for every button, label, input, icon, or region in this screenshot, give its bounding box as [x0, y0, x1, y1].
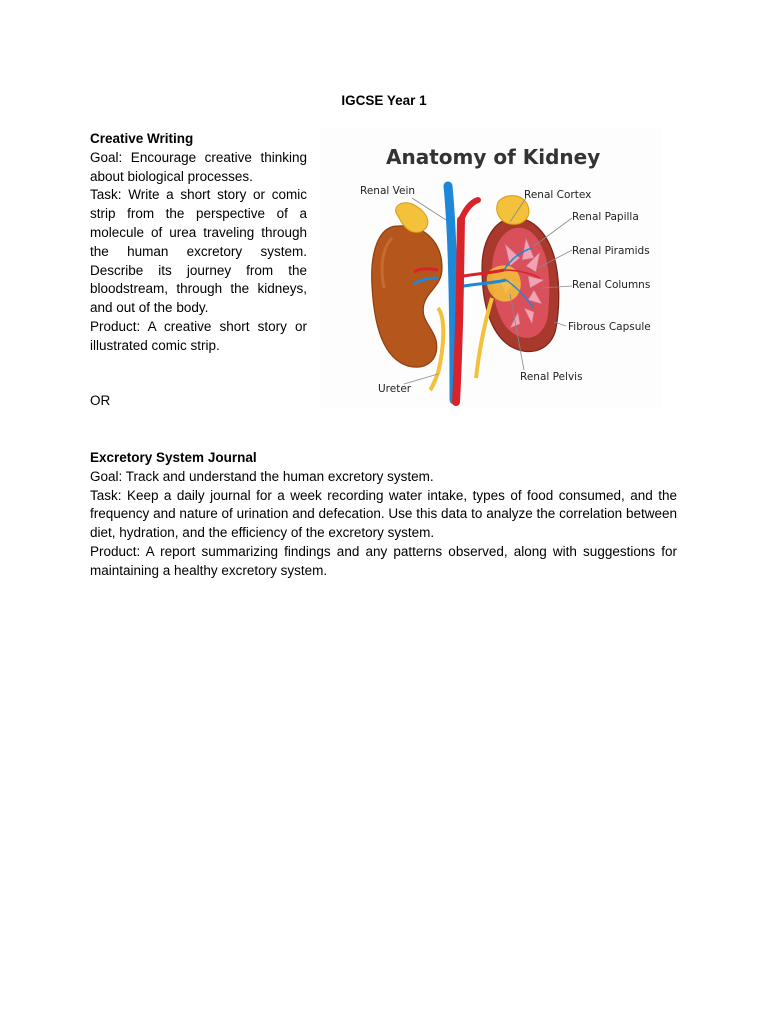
kidney-diagram: [320, 128, 662, 408]
page-title: IGCSE Year 1: [341, 93, 427, 108]
creative-writing-task: Task: Write a short story or comic strip from the perspective of a molecule of urea traveling through the human excretory system. Describe its journey from the bloodstream, through the kidneys, and out of the body.: [90, 187, 307, 316]
creative-writing-section: [90, 130, 307, 356]
creative-writing-heading: Creative Writing: [90, 131, 194, 146]
journal-task: Task: Keep a daily journal for a week recording water intake, types of food consumed, and the frequency and nature of urination and defecation. Use this data to analyze the correlation between diet, hydration, and the efficiency of the excretory system.: [90, 487, 677, 541]
or-separator: OR: [90, 393, 111, 408]
journal-heading: Excretory System Journal: [90, 450, 257, 465]
journal-goal: Goal: Track and understand the human excretory system.: [90, 468, 434, 484]
left-kidney: [372, 203, 444, 390]
label-renal-columns: Renal Columns: [572, 279, 651, 291]
label-renal-cortex: Renal Cortex: [524, 189, 592, 201]
journal-product: Product: A report summarizing findings and any patterns observed, along with suggestions for maintaining a healthy excretory system.: [90, 543, 677, 578]
label-renal-papilla: Renal Papilla: [572, 211, 639, 223]
label-renal-vein: Renal Vein: [360, 185, 416, 197]
label-fibrous-capsule: Fibrous Capsule: [568, 321, 651, 333]
figure-title: Anatomy of Kidney: [386, 145, 601, 169]
creative-writing-goal: Goal: Encourage creative thinking about biological processes.: [90, 149, 307, 184]
journal-section: [90, 449, 677, 581]
kidney-anatomy-figure: [320, 128, 662, 408]
label-ureter: Ureter: [378, 383, 412, 395]
creative-writing-product: Product: A creative short story or illustrated comic strip.: [90, 318, 307, 353]
aorta: [456, 220, 461, 402]
label-renal-pelvis: Renal Pelvis: [520, 371, 583, 383]
label-renal-piramids: Renal Piramids: [572, 245, 650, 257]
right-kidney: [476, 196, 559, 378]
vena-cava: [448, 186, 454, 400]
